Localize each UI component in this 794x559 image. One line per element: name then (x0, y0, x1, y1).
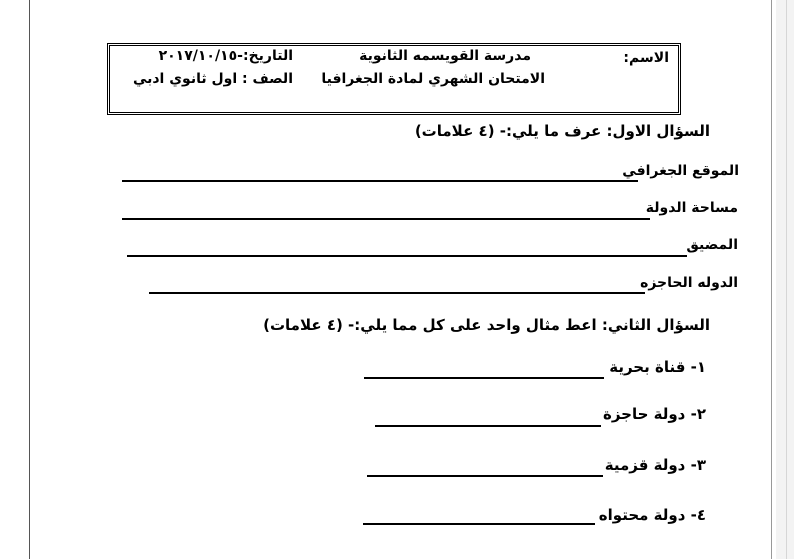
class-grade: الصف : اول ثانوي ادبي (132, 71, 293, 87)
exam-title: الامتحان الشهري لمادة الجغرافيا (321, 71, 545, 87)
q1-answer-line-1 (122, 180, 638, 182)
student-name-label: الاسم: (623, 50, 669, 66)
q2-answer-line-3 (367, 475, 603, 477)
q2-answer-line-4 (363, 523, 595, 525)
exam-date: التاريخ:-٢٠١٧/١٠/١٥ (158, 48, 293, 64)
q1-answer-line-4 (149, 292, 645, 294)
q2-item-enclaved-state: ٤- دولة محتواه (598, 506, 706, 524)
q2-item-micro-state: ٣- دولة قزمية (604, 456, 706, 474)
page-right-border (771, 0, 772, 559)
question-1-title: السؤال الاول: عرف ما يلي:- (٤ علامات) (414, 122, 710, 140)
q2-item-sea-canal: ١- قناة بحرية (609, 358, 706, 376)
page-left-border (29, 0, 30, 559)
question-2-title: السؤال الثاني: اعط مثال واحد على كل مما يلي:- (٤ علامات) (263, 316, 710, 334)
window-scroll-strip (776, 0, 794, 559)
q2-item-buffer-state: ٢- دولة حاجزة (602, 405, 706, 423)
q1-term-buffer-state: الدوله الحاجزه (640, 275, 738, 291)
q2-answer-line-2 (375, 425, 601, 427)
q1-answer-line-2 (122, 218, 650, 220)
q1-term-state-area: مساحة الدولة (645, 200, 738, 216)
scroll-strip-divider (786, 0, 787, 559)
q1-answer-line-3 (127, 255, 687, 257)
school-name: مدرسة القويسمه الثانوية (359, 48, 531, 64)
q1-term-strait: المضيق (686, 237, 738, 253)
q2-answer-line-1 (364, 377, 604, 379)
q1-term-geographic-location: الموقع الجغرافي (622, 163, 739, 179)
